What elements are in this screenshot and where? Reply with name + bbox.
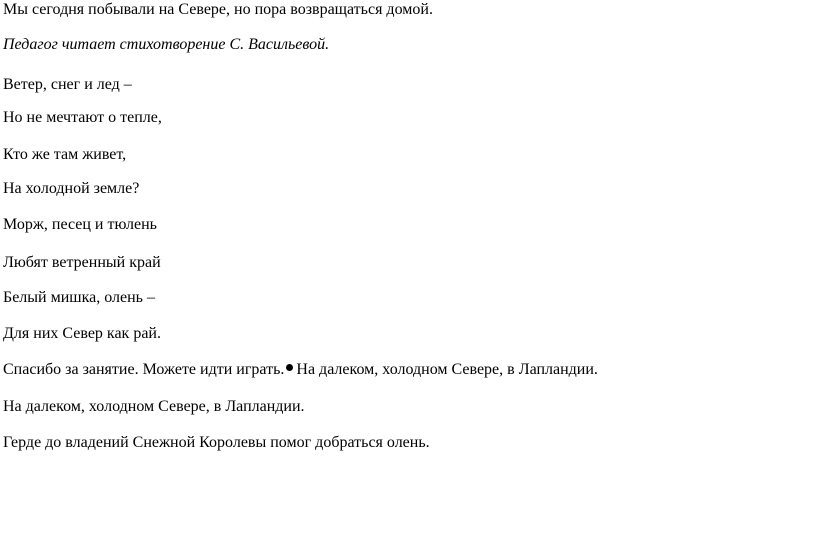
text-line-intro: Мы сегодня побывали на Севере, но пора возвращаться домой.	[3, 1, 433, 18]
bullet-icon	[286, 364, 293, 371]
text-line-closing	[3, 361, 598, 379]
text-line-fact: Герде до владений Снежной Королевы помог добраться олень.	[3, 434, 430, 451]
closing-text: Спасибо за занятие. Можете идти играть.	[3, 361, 285, 378]
poem-line-6: Любят ветренный край	[3, 254, 161, 271]
text-line-teacher-note: Педагог читает стихотворение С. Васильевой.	[3, 36, 330, 53]
text-line-answer: На далеком, холодном Севере, в Лапландии.	[3, 398, 305, 415]
poem-line-1: Ветер, снег и лед –	[3, 76, 132, 93]
poem-line-5: Морж, песец и тюлень	[3, 216, 157, 233]
poem-line-7: Белый мишка, олень –	[3, 289, 155, 306]
poem-line-3: Кто же там живет,	[3, 146, 127, 163]
poem-line-8: Для них Север как рай.	[3, 325, 161, 342]
poem-line-2: Но не мечтают о тепле,	[3, 109, 162, 126]
answer-text-inline: На далеком, холодном Севере, в Лапландии.	[296, 361, 598, 378]
poem-line-4: На холодной земле?	[3, 180, 140, 197]
